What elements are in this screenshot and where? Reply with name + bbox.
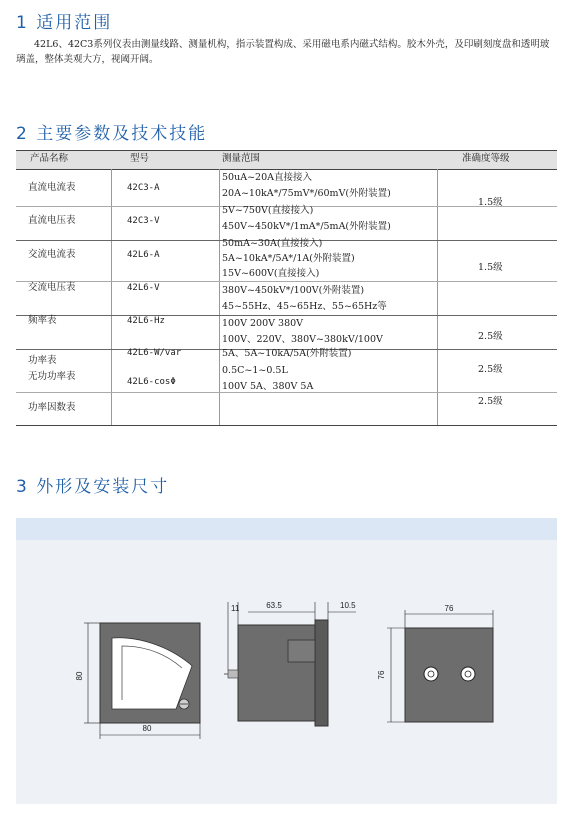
table-cell-name: 交流电流表 xyxy=(28,249,76,260)
table-cell-name: 直流电流表 xyxy=(28,182,76,193)
panel-header-band xyxy=(16,518,557,540)
section-1-heading: 1 适用范围 xyxy=(16,13,113,33)
table-cell-grade: 1.5级 xyxy=(478,197,503,208)
col-header-name: 产品名称 xyxy=(30,153,69,164)
table-cell-range: 5A~10kA*/5A*/1A(外附装置) xyxy=(222,253,355,264)
side-view-drawing xyxy=(224,602,356,726)
table-cell-range: 45~55Hz、45~65Hz、55~65Hz等 xyxy=(222,301,387,312)
table-cell-range: 20A~10kA*/75mV*/60mV(外附装置) xyxy=(222,188,391,199)
section-3-heading: 3 外形及安装尺寸 xyxy=(16,477,170,497)
table-cell-range: 100V、220V、380V~380kV/100V xyxy=(222,334,383,345)
cutout-height-label: 76 xyxy=(377,670,386,680)
table-cell-model: 42L6-cosΦ xyxy=(127,377,176,387)
table-cell-range: 50mA~30A(直接接入) xyxy=(222,238,323,249)
table-cell-model: 42L6-Hz xyxy=(127,316,165,326)
table-cell-name: 交流电压表 xyxy=(28,282,76,293)
side-face-label: 10.5 xyxy=(340,601,356,610)
col-divider xyxy=(437,169,438,425)
table-cell-range: 100V 5A、380V 5A xyxy=(222,381,314,392)
table-cell-model: 42L6-W/var xyxy=(127,348,182,358)
table-cell-model: 42L6-V xyxy=(127,283,160,293)
table-cell-grade: 2.5级 xyxy=(478,331,503,342)
table-bottom-border xyxy=(16,425,557,426)
col-header-grade: 准确度等级 xyxy=(462,153,510,164)
table-cell-model: 42C3-A xyxy=(127,183,160,193)
table-cell-name: 无功功率表 xyxy=(28,371,76,382)
table-cell-range: 100V 200V 380V xyxy=(222,318,304,329)
cutout-width-label: 76 xyxy=(444,604,454,613)
col-header-range: 测量范围 xyxy=(222,153,261,164)
col-divider xyxy=(111,169,112,425)
table-cell-model: 42C3-V xyxy=(127,216,160,226)
table-cell-name: 频率表 xyxy=(28,315,57,326)
table-cell-grade: 2.5级 xyxy=(478,396,503,407)
table-cell-range: 0.5C~1~0.5L xyxy=(222,365,288,376)
table-cell-range: 5V~750V(直接接入) xyxy=(222,205,314,216)
section-2-heading: 2 主要参数及技术技能 xyxy=(16,124,208,144)
table-cell-name: 直流电压表 xyxy=(28,215,76,226)
table-cell-name: 功率因数表 xyxy=(28,402,76,413)
table-cell-range: 5A、5A~10kA/5A(外附装置) xyxy=(222,348,352,359)
col-divider xyxy=(219,169,220,425)
side-flange-label: 11 xyxy=(231,604,240,613)
side-body-label: 63.5 xyxy=(266,601,282,610)
col-header-model: 型号 xyxy=(130,153,150,164)
dimension-drawings xyxy=(16,540,557,804)
front-height-label: 80 xyxy=(75,671,84,681)
table-cell-model: 42L6-A xyxy=(127,250,160,260)
table-cell-range: 380V~450kV*/100V(外附装置) xyxy=(222,285,365,296)
table-cell-grade: 2.5级 xyxy=(478,364,503,375)
front-width-label: 80 xyxy=(142,724,152,733)
table-cell-grade: 1.5级 xyxy=(478,262,503,273)
table-cell-name: 功率表 xyxy=(28,355,57,366)
intro-paragraph: 42L6、42C3系列仪表由测量线路、测量机构，指示装置构成、采用磁电系内磁式结构。胶木外壳，及印刷刻度盘和透明玻璃盖，整体美观大方，视阈开阔。 xyxy=(16,39,550,65)
table-cell-range: 50uA~20A直接接入 xyxy=(222,172,312,183)
front-view-drawing xyxy=(84,623,200,739)
table-cell-range: 450V~450kV*/1mA*/5mA(外附装置) xyxy=(222,221,391,232)
rear-view-drawing xyxy=(387,610,493,722)
table-cell-range: 15V~600V(直接接入) xyxy=(222,268,320,279)
